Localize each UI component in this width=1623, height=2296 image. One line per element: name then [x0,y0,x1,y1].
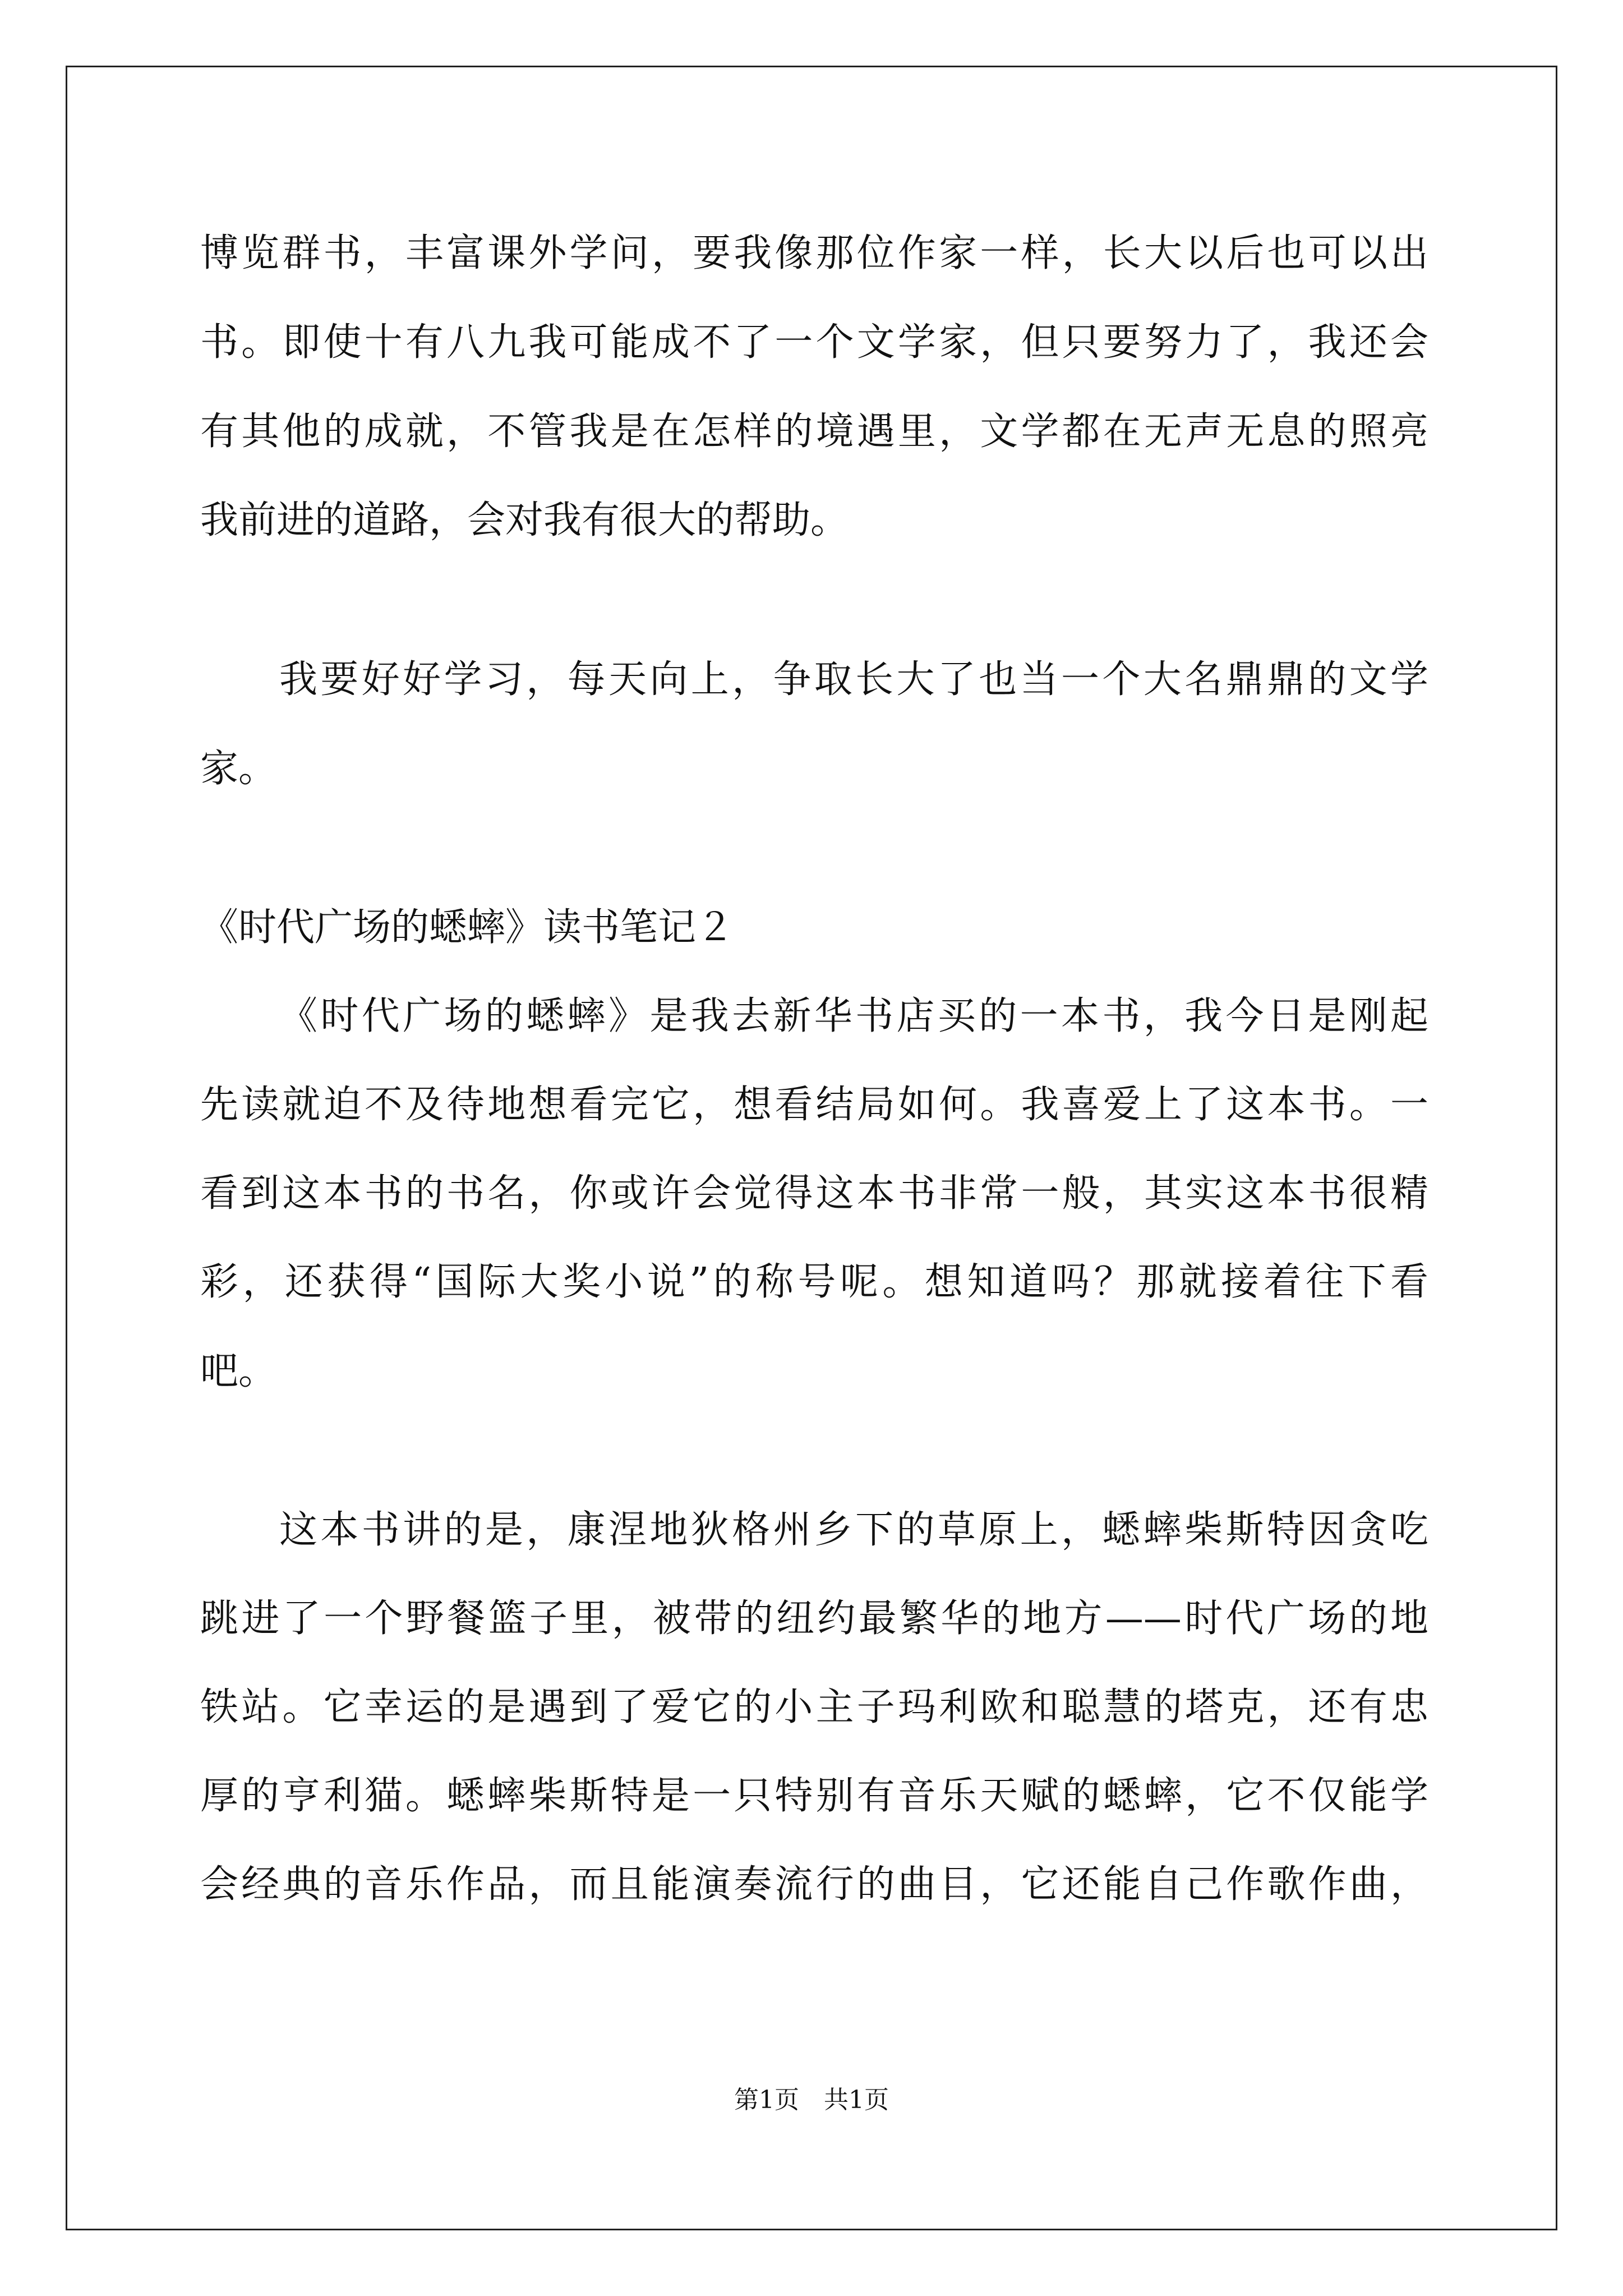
body-line: 博览群书，丰富课外学问，要我像那位作家一样，长大以后也可以出 [200,231,1428,275]
page-total: 共1页 [824,2086,889,2114]
body-line: 跳进了一个野餐篮子里，被带的纽约最繁华的地方——时代广场的地 [200,1596,1428,1641]
body-line: 厚的亨利猫。蟋蟀柴斯特是一只特别有音乐天赋的蟋蟀，它不仅能学 [200,1774,1428,1818]
body-line: 我前进的道路，会对我有很大的帮助。 [200,498,849,542]
section-heading: 《时代广场的蟋蟀》读书笔记２ [200,905,735,950]
body-line: 我要好好学习，每天向上，争取长大了也当一个大名鼎鼎的文学 [279,657,1428,702]
body-line: 吧。 [200,1349,277,1393]
body-line: 会经典的音乐作品，而且能演奏流行的曲目，它还能自己作歌作曲， [200,1862,1428,1907]
body-line: 《时代广场的蟋蟀》是我去新华书店买的一本书，我今日是刚起 [279,994,1428,1038]
body-line: 有其他的成就，不管我是在怎样的境遇里，文学都在无声无息的照亮 [200,409,1428,454]
body-line: 家。 [200,747,277,791]
body-line: 铁站。它幸运的是遇到了爱它的小主子玛利欧和聪慧的塔克，还有忠 [200,1685,1428,1729]
body-line: 先读就迫不及待地想看完它，想看结局如何。我喜爱上了这本书。一 [200,1083,1428,1127]
body-line: 彩，还获得“国际大奖小说”的称号呢。想知道吗？那就接着往下看 [200,1260,1428,1304]
body-line: 这本书讲的是，康涅地狄格州乡下的草原上，蟋蟀柴斯特因贪吃 [279,1508,1428,1552]
body-line: 书。即使十有八九我可能成不了一个文学家，但只要努力了，我还会 [200,320,1428,365]
body-line: 看到这本书的书名，你或许会觉得这本书非常一般，其实这本书很精 [200,1171,1428,1216]
page-number: 第1页 [734,2086,799,2114]
page-footer [0,2085,1623,2116]
